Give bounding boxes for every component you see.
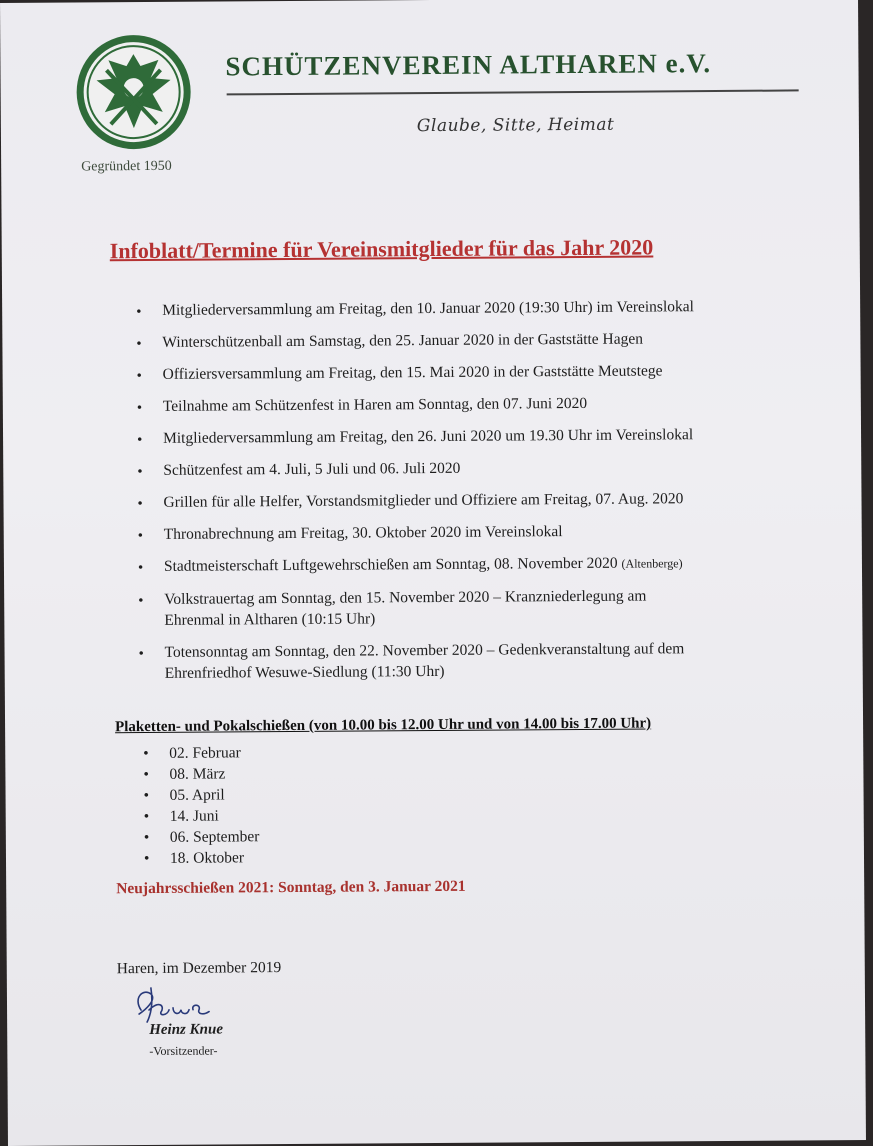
list-item: • Mitgliederversammlung am Freitag, den 10. Januar 2020 (19:30 Uhr) im Vereinslokal bbox=[134, 295, 834, 321]
list-item: • Totensonntag am Sonntag, den 22. November 2020 – Gedenkveranstaltung auf dem Ehrenfriedhof Wesuwe-Siedlung (11:30 Uhr) bbox=[136, 637, 836, 684]
new-year-shooting: Neujahrsschießen 2021: Sonntag, den 3. Januar 2021 bbox=[116, 877, 466, 898]
signer-name: Heinz Knue bbox=[149, 1021, 224, 1038]
shooting-heading: Plaketten- und Pokalschießen (von 10.00 bis 12.00 Uhr und von 14.00 bis 17.00 Uhr) bbox=[115, 715, 652, 736]
club-motto: Glaube, Sitte, Heimat bbox=[416, 114, 615, 137]
location-note: (Altenberge) bbox=[621, 556, 683, 571]
club-name: SCHÜTZENVEREIN ALTHAREN e.V. bbox=[225, 48, 712, 82]
list-item: • 08. März bbox=[143, 763, 259, 785]
place-date: Haren, im Dezember 2019 bbox=[116, 959, 282, 978]
list-item: • 02. Februar bbox=[143, 742, 259, 764]
list-item: • Teilnahme am Schützenfest in Haren am Sonntag, den 07. Juni 2020 bbox=[135, 391, 835, 417]
founded-year: Gegründet 1950 bbox=[81, 158, 172, 175]
list-item: • 14. Juni bbox=[144, 805, 260, 827]
list-item: • 06. September bbox=[144, 826, 260, 848]
list-item: • Schützenfest am 4. Juli, 5 Juli und 06. Juli 2020 bbox=[135, 455, 835, 481]
list-item: • Stadtmeisterschaft Luftgewehrschießen am Sonntag, 08. November 2020 (Altenberge) bbox=[136, 551, 836, 578]
list-item: • Thronabrechnung am Freitag, 30. Oktober 2020 im Vereinslokal bbox=[136, 519, 836, 545]
list-item: • Grillen für alle Helfer, Vorstandsmitglieder und Offiziere am Freitag, 07. Aug. 2020 bbox=[135, 487, 835, 513]
title-divider bbox=[227, 89, 799, 95]
list-item: • Volkstrauertag am Sonntag, den 15. November 2020 – Kranzniederlegung am Ehrenmal in Altharen (10:15 Uhr) bbox=[136, 584, 836, 631]
eagle-crest-icon bbox=[70, 32, 197, 153]
list-item: • 18. Oktober bbox=[144, 847, 260, 869]
list-item: • 05. April bbox=[143, 784, 259, 806]
list-item: • Winterschützenball am Samstag, den 25. Januar 2020 in der Gaststätte Hagen bbox=[134, 327, 834, 353]
page-title: Infoblatt/Termine für Vereinsmitglieder für das Jahr 2020 bbox=[109, 234, 654, 264]
signer-role: -Vorsitzender- bbox=[149, 1043, 218, 1058]
event-list bbox=[134, 295, 837, 684]
list-item: • Offiziersversammlung am Freitag, den 15. Mai 2020 in der Gaststätte Meutstege bbox=[135, 359, 835, 385]
list-item: • Mitgliederversammlung am Freitag, den 26. Juni 2020 um 19.30 Uhr im Vereinslokal bbox=[135, 423, 835, 449]
shooting-date-list bbox=[143, 742, 259, 869]
